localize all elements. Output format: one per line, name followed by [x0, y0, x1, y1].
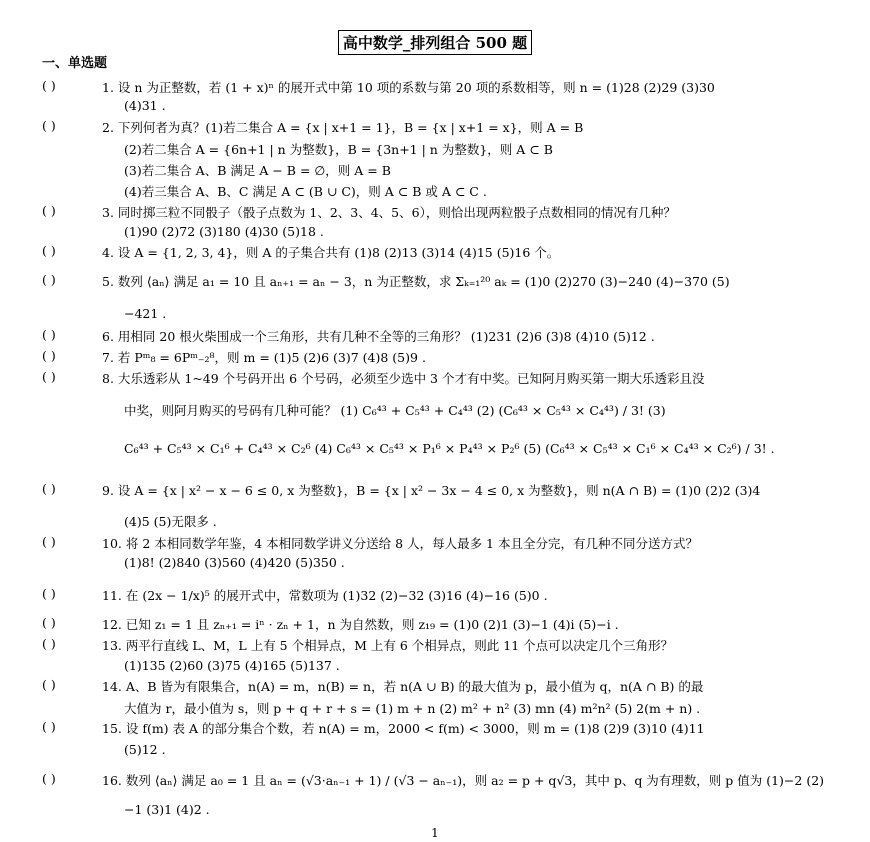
answer-blank: ( )	[42, 481, 56, 496]
problem-line: 大值为 r，最小值为 s，则 p + q + r + s = (1) m + n (2) m² + n² (3) mn (4) m²n² (5) 2(m + n) .	[124, 701, 701, 716]
problem-line: 7. 若 Pᵐ₈ = 6Pᵐ₋₂⁸，则 m = (1)5 (2)6 (3)7 (4)8 (5)9 .	[102, 350, 426, 365]
problem-line: 10. 将 2 本相同数学年鉴，4 本相同数学讲义分送给 8 人，每人最多 1 本且全分完，有几种不同分送方式？	[102, 536, 698, 551]
problem-line: 16. 数列 ⟨aₙ⟩ 满足 a₀ = 1 且 aₙ = (√3·aₙ₋₁ + 1) / (√3 − aₙ₋₁)，则 a₂ = p + q√3，其中 p、q 为有理数，则 p 值为 (1)−2 (2)	[102, 773, 825, 788]
problem-line: 6. 用相同 20 根火柴围成一个三角形，共有几种不全等的三角形？ (1)231 (2)6 (3)8 (4)10 (5)12 .	[102, 329, 655, 344]
problem-line: (4)若三集合 A、B、C 满足 A ⊂ (B ∪ C)，则 A ⊂ B 或 A ⊂ C .	[124, 184, 487, 199]
answer-blank: ( )	[42, 677, 56, 692]
problem-line: (1)90 (2)72 (3)180 (4)30 (5)18 .	[124, 224, 324, 239]
problem-line: (2)若二集合 A = {6n+1 | n 为整数}，B = {3n+1 | n 为整数}，则 A ⊂ B	[124, 142, 553, 157]
problem-line: (1)135 (2)60 (3)75 (4)165 (5)137 .	[124, 658, 340, 673]
problem-line: 2. 下列何者为真？(1)若二集合 A = {x | x+1 = 1}，B = {x | x+1 = x}，则 A = B	[102, 120, 584, 135]
answer-blank: ( )	[42, 327, 56, 342]
problem-line: (3)若二集合 A、B 满足 A − B = ∅，则 A = B	[124, 163, 391, 178]
answer-blank: ( )	[42, 243, 56, 258]
problem-line: 4. 设 A = {1, 2, 3, 4}，则 A 的子集合共有 (1)8 (2)13 (3)14 (4)15 (5)16 个。	[102, 245, 560, 260]
answer-blank: ( )	[42, 118, 56, 133]
answer-blank: ( )	[42, 771, 56, 786]
answer-blank: ( )	[42, 348, 56, 363]
problem-line: 8. 大乐透彩从 1~49 个号码开出 6 个号码，必须至少选中 3 个才有中奖。已知阿月购买第一期大乐透彩且没	[102, 371, 705, 386]
problem-line: 5. 数列 ⟨aₙ⟩ 满足 a₁ = 10 且 aₙ₊₁ = aₙ − 3，n 为正整数，求 Σₖ₌₁²⁰ aₖ = (1)0 (2)270 (3)−240 (4)−370 (5)	[102, 274, 730, 289]
answer-blank: ( )	[42, 636, 56, 651]
answer-blank: ( )	[42, 586, 56, 601]
problem-line: 15. 设 f(m) 表 A 的部分集合个数，若 n(A) = m，2000 < f(m) < 3000，则 m = (1)8 (2)9 (3)10 (4)11	[102, 721, 705, 736]
problem-line: (1)8! (2)840 (3)560 (4)420 (5)350 .	[124, 555, 345, 570]
problem-line: 14. A、B 皆为有限集合，n(A) = m，n(B) = n，若 n(A ∪ B) 的最大值为 p，最小值为 q，n(A ∩ B) 的最	[102, 679, 704, 694]
answer-blank: ( )	[42, 272, 56, 287]
section-heading: 一、单选题	[42, 56, 108, 71]
answer-blank: ( )	[42, 369, 56, 384]
problem-line: 3. 同时掷三粒不同骰子（骰子点数为 1、2、3、4、5、6），则恰出现两粒骰子点数相同的情况有几种？	[102, 205, 676, 220]
problem-line: (5)12 .	[124, 742, 166, 757]
problem-line: −1 (3)1 (4)2 .	[124, 802, 210, 817]
answer-blank: ( )	[42, 203, 56, 218]
problem-line: 1. 设 n 为正整数，若 (1 + x)ⁿ 的展开式中第 10 项的系数与第 20 项的系数相等，则 n = (1)28 (2)29 (3)30	[102, 80, 715, 95]
problem-line: (4)31 .	[124, 98, 166, 113]
document-title-box	[0, 30, 870, 55]
problem-line: 9. 设 A = {x | x² − x − 6 ≤ 0, x 为整数}，B = {x | x² − 3x − 4 ≤ 0, x 为整数}，则 n(A ∩ B) = (1)0 (2)2 (3)4	[102, 483, 761, 498]
problem-line: 13. 两平行直线 L、M，L 上有 5 个相异点，M 上有 6 个相异点，则此 11 个点可以决定几个三角形？	[102, 638, 674, 653]
document-title: 高中数学_排列组合 500 题	[338, 30, 532, 55]
problem-line: (4)5 (5)无限多 .	[124, 514, 217, 529]
problem-line: −421 .	[124, 306, 167, 321]
answer-blank: ( )	[42, 615, 56, 630]
answer-blank: ( )	[42, 719, 56, 734]
problem-line: C₆⁴³ + C₅⁴³ × C₁⁶ + C₄⁴³ × C₂⁶ (4) C₆⁴³ × C₅⁴³ × P₁⁶ × P₄⁴³ × P₂⁶ (5) (C₆⁴³ × C₅⁴³ × C₁⁶ × C₄⁴³ × C₂⁶) / 3! .	[124, 441, 775, 456]
problem-line: 中奖，则阿月购买的号码有几种可能？ (1) C₆⁴³ + C₅⁴³ + C₄⁴³ (2) (C₆⁴³ × C₅⁴³ × C₄⁴³) / 3! (3)	[124, 403, 666, 418]
page-number: 1	[431, 826, 439, 840]
answer-blank: ( )	[42, 534, 56, 549]
problem-line: 12. 已知 z₁ = 1 且 zₙ₊₁ = iⁿ · zₙ + 1，n 为自然数，则 z₁₉ = (1)0 (2)1 (3)−1 (4)i (5)−i .	[102, 617, 619, 632]
answer-blank: ( )	[42, 78, 56, 93]
problem-line: 11. 在 (2x − 1/x)⁵ 的展开式中，常数项为 (1)32 (2)−32 (3)16 (4)−16 (5)0 .	[102, 588, 548, 603]
